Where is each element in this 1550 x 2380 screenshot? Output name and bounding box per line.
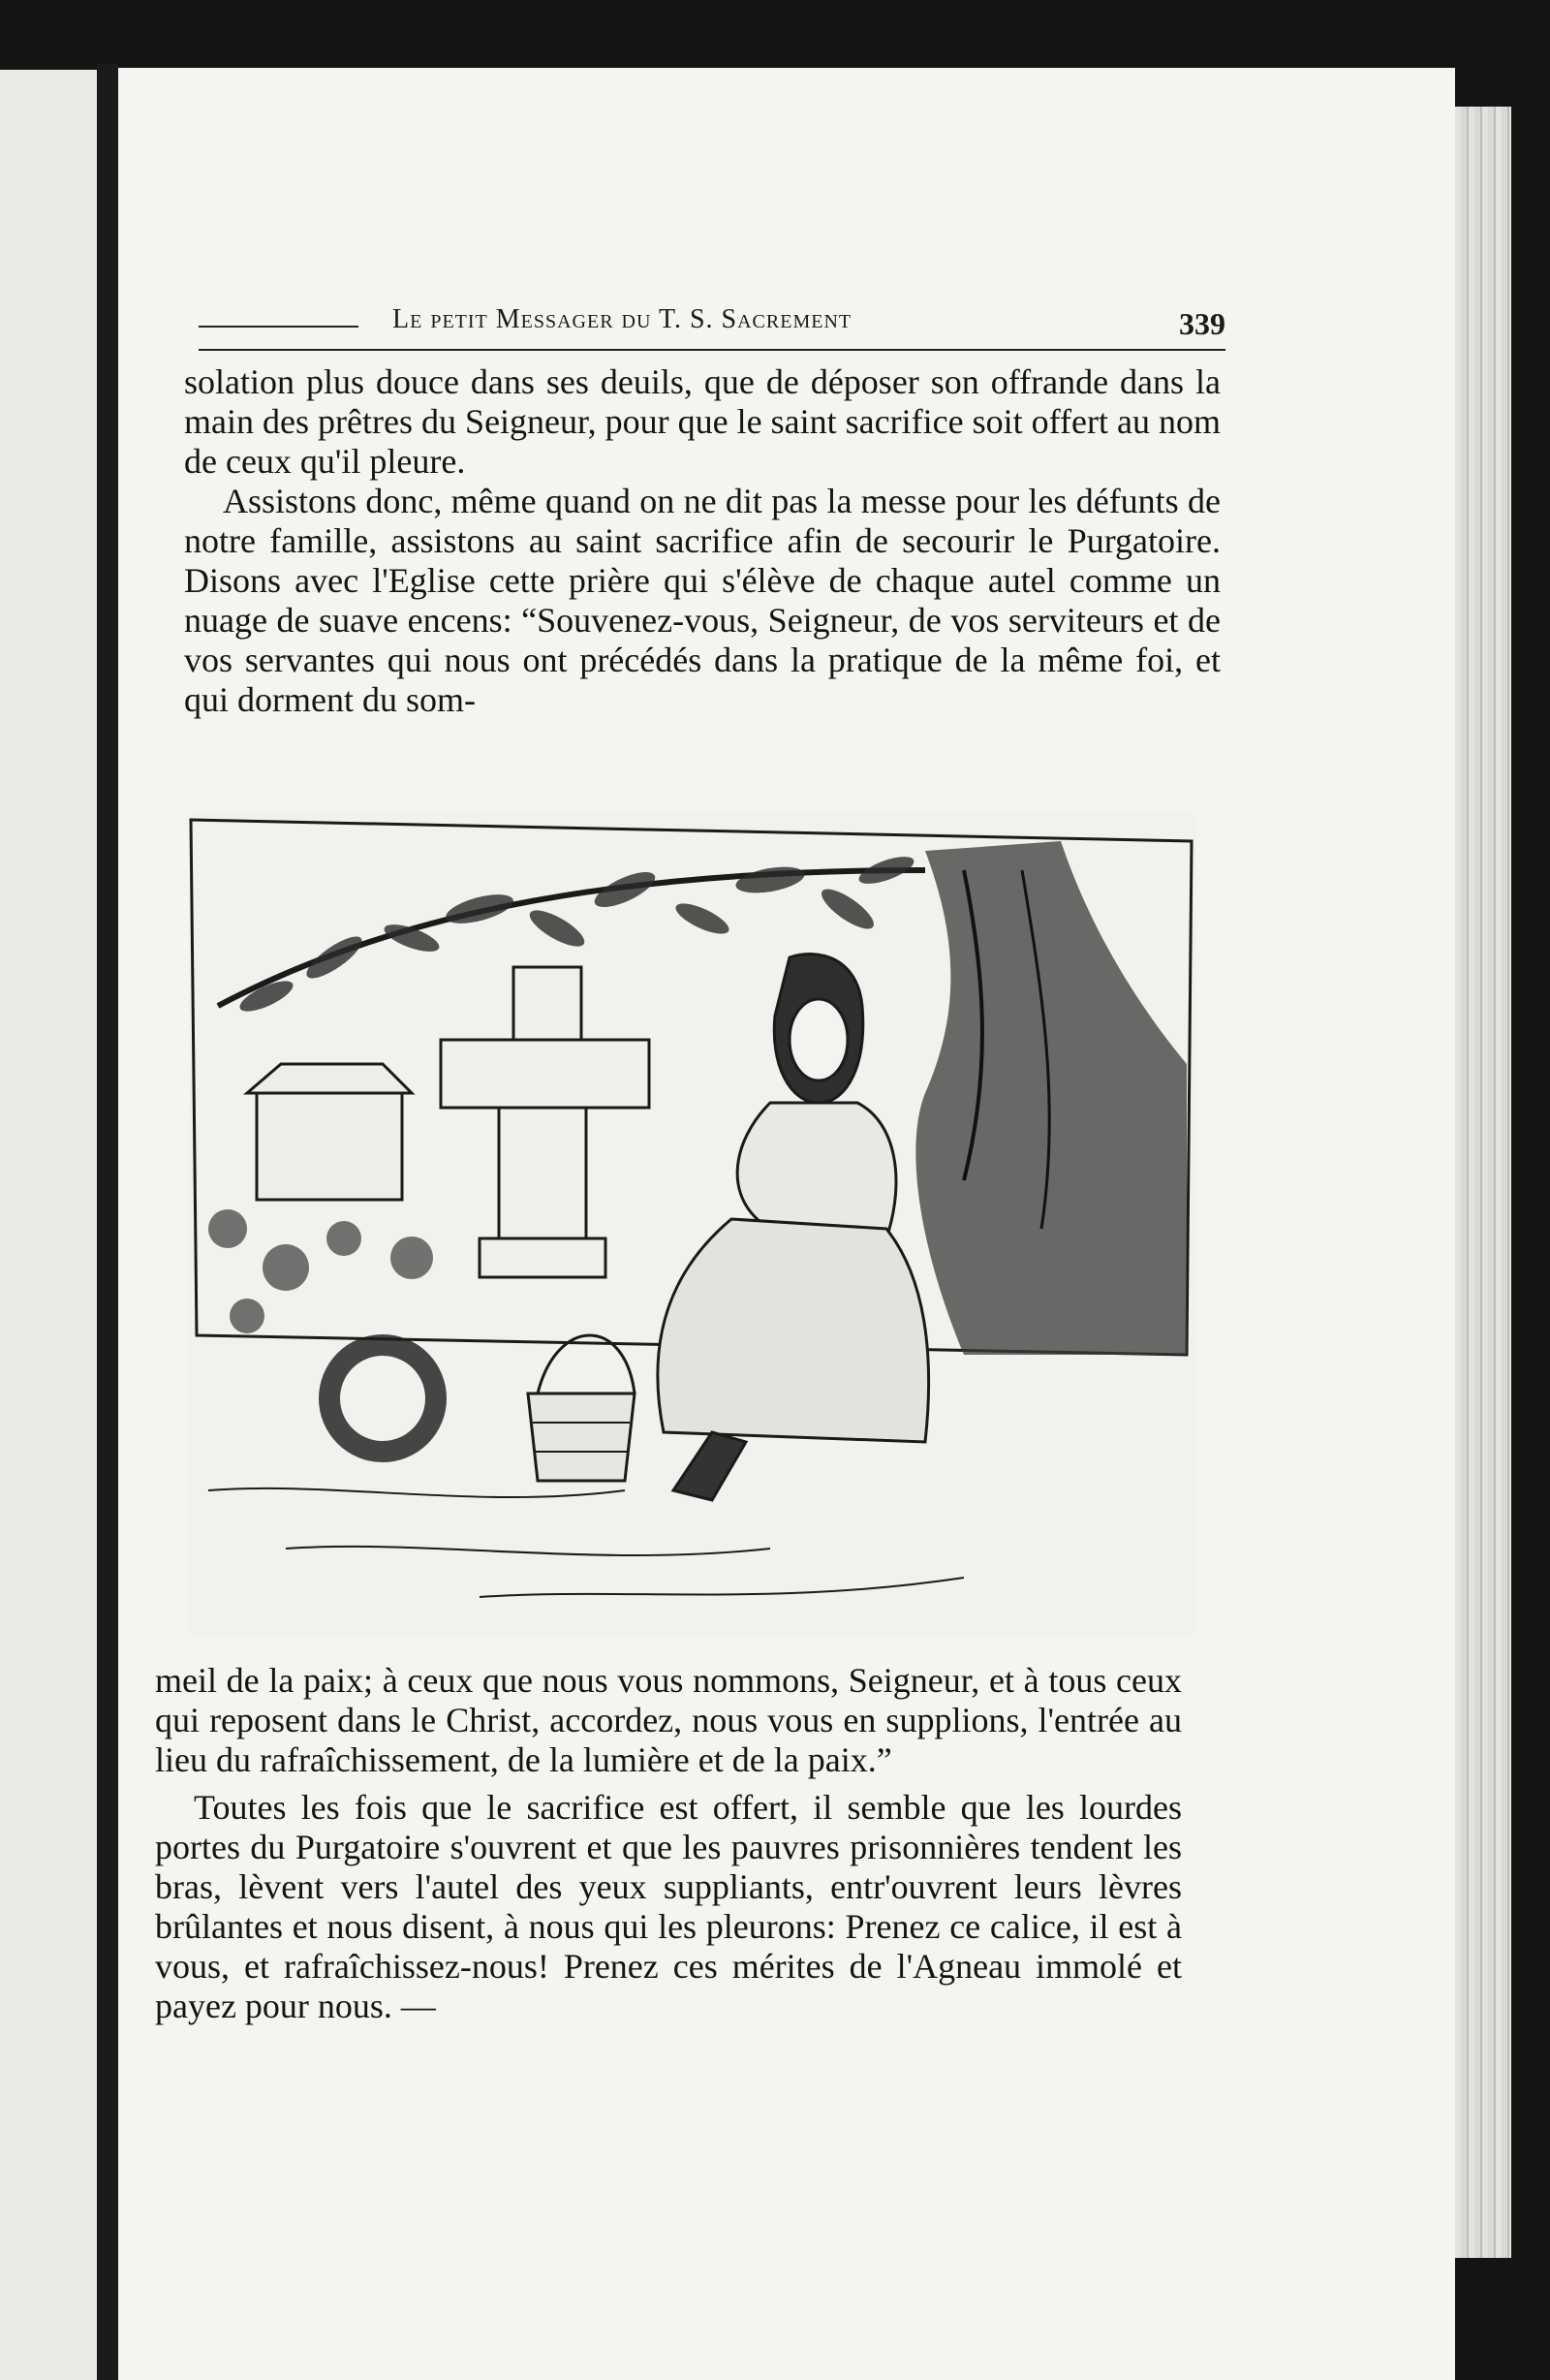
text-block-bottom: [155, 1661, 1182, 2026]
header-rule-left: [199, 326, 358, 328]
paragraph: Toutes les fois que le sacrifice est offert, il semble que les lourdes portes du Purgatoire s'ouvrent et que les pauvres prisonnières tendent les bras, lèvent vers l'autel des yeux suppliants, entr'ouvrent leurs lèvres brûlantes et nous disent, à nous qui les pleurons: Prenez ce calice, il est à vous, et rafraîchissez-nous! Prenez ces mérites de l'Agneau immolé et payez pour nous. —: [155, 1788, 1182, 2025]
paragraph: meil de la paix; à ceux que nous vous nommons, Seigneur, et à tous ceux qui reposent dans le Christ, accordez, nous vous en supplions, l'entrée au lieu du rafraîchissement, de la lumière et de la paix.”: [155, 1661, 1182, 1779]
engraving-illustration: [189, 812, 1196, 1636]
running-header: [199, 304, 1225, 359]
tomb: [247, 1064, 412, 1200]
paragraph: Assistons donc, même quand on ne dit pas la messe pour les défunts de notre famille, assistons au saint sacrifice afin de secourir le Purgatoire. Disons avec l'Eglise cette prière qui s'élève de chaque autel comme un nuage de suave encens: “Souvenez-vous, Seigneur, de vos serviteurs et de vos servantes qui nous ont précédés dans la pratique de la même foi, et qui dorment du som-: [184, 482, 1221, 719]
book-gutter: [97, 64, 118, 2380]
text-block-top: [184, 362, 1221, 720]
header-rule: [199, 349, 1225, 351]
running-title: Le petit Messager du T. S. Sacrement: [392, 304, 852, 334]
facing-page-edge: [0, 70, 97, 2380]
page-number: 339: [1179, 306, 1225, 341]
paragraph: solation plus douce dans ses deuils, que de déposer son offrande dans la main des prêtres du Seigneur, pour que le saint sacrifice soit offert au nom de ceux qu'il pleure.: [184, 362, 1221, 481]
